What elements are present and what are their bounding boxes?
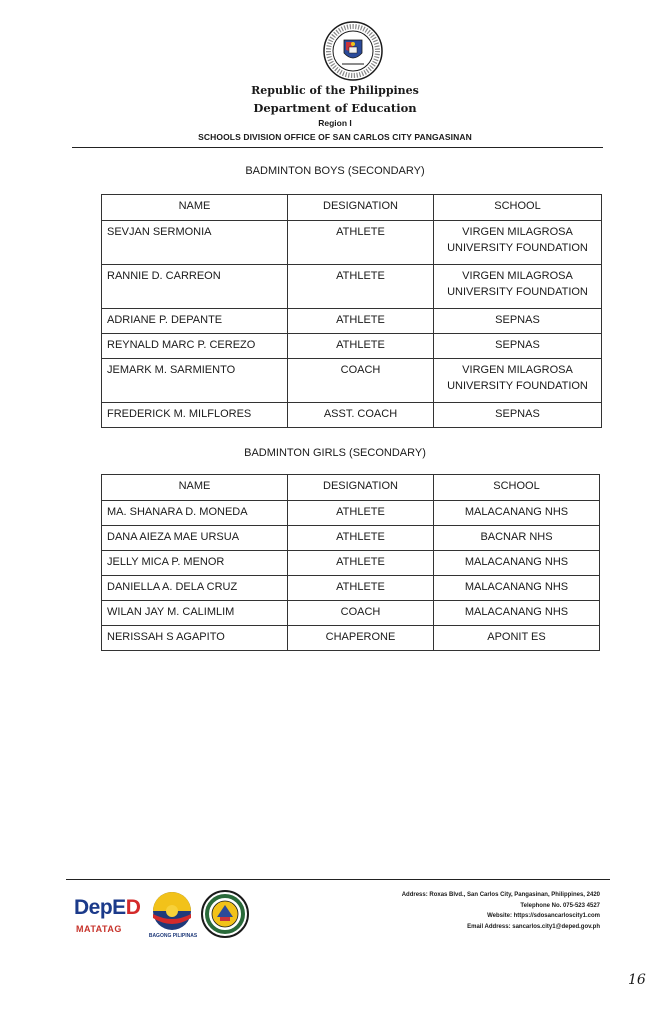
table-row (102, 576, 600, 601)
column-header-designation: DESIGNATION (288, 475, 434, 501)
column-header-designation: DESIGNATION (288, 195, 434, 221)
table-row (102, 221, 602, 265)
cell-school: VIRGEN MILAGROSA UNIVERSITY FOUNDATION (434, 359, 602, 403)
boys-section-title: BADMINTON BOYS (SECONDARY) (245, 165, 425, 177)
cell-designation: ATHLETE (288, 265, 434, 309)
cell-school: VIRGEN MILAGROSA UNIVERSITY FOUNDATION (434, 265, 602, 309)
department-heading: Department of Education (253, 101, 417, 115)
girls-roster-table (101, 474, 600, 651)
footer-divider (66, 879, 610, 880)
cell-name: RANNIE D. CARREON (102, 265, 288, 309)
cell-designation: ASST. COACH (288, 403, 434, 428)
cell-name: JELLY MICA P. MENOR (102, 551, 288, 576)
table-row (102, 334, 602, 359)
matatag-logo-text: MATATAG (76, 924, 122, 934)
deped-logo-icon: DepED (74, 896, 141, 919)
region-heading: Region I (318, 118, 352, 128)
cell-name: ADRIANE P. DEPANTE (102, 309, 288, 334)
cell-name: WILAN JAY M. CALIMLIM (102, 601, 288, 626)
cell-school: APONIT ES (434, 626, 600, 651)
cell-school: MALACANANG NHS (434, 551, 600, 576)
deped-seal-icon (322, 20, 384, 82)
page-number: 16 (628, 972, 646, 988)
table-row (102, 359, 602, 403)
cell-school: MALACANANG NHS (434, 501, 600, 526)
cell-school: SEPNAS (434, 309, 602, 334)
header-divider (72, 147, 603, 148)
table-row (102, 403, 602, 428)
column-header-school: SCHOOL (434, 475, 600, 501)
table-row (102, 309, 602, 334)
office-contact-block (390, 890, 600, 932)
cell-designation: ATHLETE (288, 221, 434, 265)
cell-school: SEPNAS (434, 403, 602, 428)
cell-school: BACNAR NHS (434, 526, 600, 551)
table-header-row (102, 475, 600, 501)
cell-school: MALACANANG NHS (434, 601, 600, 626)
cell-name: JEMARK M. SARMIENTO (102, 359, 288, 403)
division-heading: SCHOOLS DIVISION OFFICE OF SAN CARLOS CITY PANGASINAN (198, 132, 472, 142)
bagong-pilipinas-text: BAGONG PILIPINAS (148, 933, 198, 939)
office-address: Address: Roxas Blvd., San Carlos City, Pangasinan, Philippines, 2420 (401, 892, 600, 898)
cell-designation: ATHLETE (288, 334, 434, 359)
office-email[interactable]: Email Address: sancarlos.city1@deped.gov.ph (467, 923, 600, 930)
division-seal-icon (200, 889, 250, 939)
republic-heading: Republic of the Philippines (251, 84, 419, 97)
cell-name: FREDERICK M. MILFLORES (102, 403, 288, 428)
cell-name: MA. SHANARA D. MONEDA (102, 501, 288, 526)
girls-section-title: BADMINTON GIRLS (SECONDARY) (244, 447, 426, 459)
cell-school: SEPNAS (434, 334, 602, 359)
column-header-name: NAME (102, 195, 288, 221)
cell-designation: ATHLETE (288, 526, 434, 551)
cell-name: DANA AIEZA MAE URSUA (102, 526, 288, 551)
cell-name: REYNALD MARC P. CEREZO (102, 334, 288, 359)
column-header-school: SCHOOL (434, 195, 602, 221)
cell-designation: COACH (288, 359, 434, 403)
bagong-pilipinas-logo-icon (146, 890, 198, 932)
boys-roster-table (101, 194, 602, 428)
office-telephone: Telephone No. 075-523 4527 (520, 902, 600, 909)
cell-school: MALACANANG NHS (434, 576, 600, 601)
table-row (102, 551, 600, 576)
cell-designation: COACH (288, 601, 434, 626)
table-row (102, 626, 600, 651)
cell-designation: ATHLETE (288, 576, 434, 601)
cell-designation: CHAPERONE (288, 626, 434, 651)
cell-designation: ATHLETE (288, 501, 434, 526)
table-row (102, 601, 600, 626)
table-row (102, 526, 600, 551)
cell-name: SEVJAN SERMONIA (102, 221, 288, 265)
cell-name: DANIELLA A. DELA CRUZ (102, 576, 288, 601)
table-row (102, 501, 600, 526)
cell-designation: ATHLETE (288, 309, 434, 334)
cell-name: NERISSAH S AGAPITO (102, 626, 288, 651)
table-header-row (102, 195, 602, 221)
cell-school: VIRGEN MILAGROSA UNIVERSITY FOUNDATION (434, 221, 602, 265)
column-header-name: NAME (102, 475, 288, 501)
office-website[interactable]: Website: https://sdosancarloscity1.com (487, 913, 600, 919)
table-row (102, 265, 602, 309)
cell-designation: ATHLETE (288, 551, 434, 576)
